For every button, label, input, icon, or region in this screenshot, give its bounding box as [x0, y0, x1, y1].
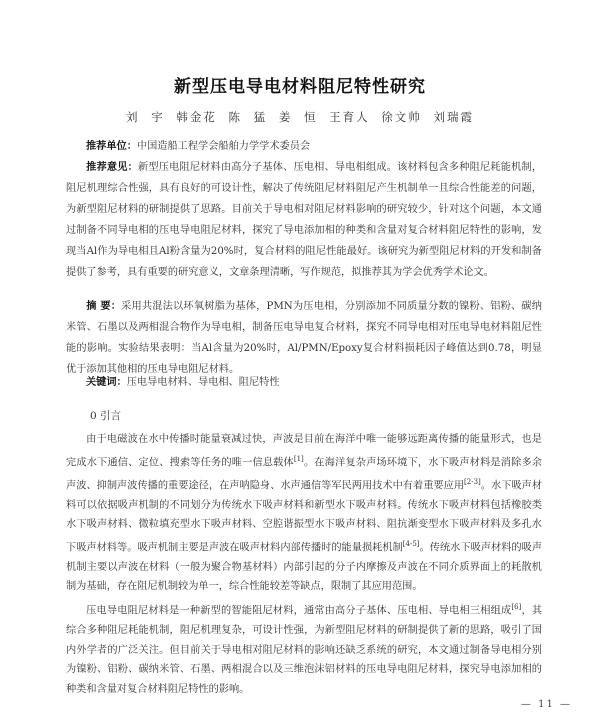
- citation-ref: [6]: [511, 603, 522, 611]
- citation-ref: [2-3]: [464, 477, 481, 486]
- recommend-opinion-text: 新型压电阻尼材料由高分子基体、压电相、导电相组成。该材料包含多种阻尼耗能机制，阻尼机理综合性强，具有良好的可设计性，解决了传统阻尼材料阻尼产生机制单一且综合性能差的问题，为新型阻尼材料的研制提供了思路。目前关于导电相对阻尼材料影响的研究较少，针对这个问题，本文通过制备不同导电相的压电导电阻尼材料，探究了导电添加相的种类和含量对复合材料阻尼特性的影响，发现当Al作为导电相且Al粉含量为20%时，复合材料的阻尼性能最好。该研究为新型阻尼材料的开发和制备提供了参考，具有重要的研究意义，文章条理清晰，写作规范，拟推荐其为学会优秀学术论文。: [66, 162, 543, 278]
- para2-text-a: 压电导电阻尼材料是一种新型的智能阻尼材料，通常由高分子基体、压电相、导电相三相组成: [86, 605, 512, 617]
- para1-text-b: 。在海洋复杂声场环境下，水下吸声材料是消除多余声波、抑制声波传播的重要途径，在声呐隐身、水声通信等军民两用技术中有着重要应用: [66, 456, 542, 491]
- section-heading-intro: 0 引言: [90, 410, 122, 422]
- keywords-text: 压电导电材料、导电相、阻尼特性: [126, 377, 280, 388]
- para1-text-d: 。传统水下吸声材料的吸声机制主要以声波在材料（一般为聚合物基材料）内部引起的分子内摩擦及声波在不同介质界面上的耗散机制为基础，存在阻尼机制较为单一，综合性能较差等缺点，限制了其应用范围。: [66, 542, 543, 593]
- citation-ref: [1]: [293, 454, 304, 463]
- author-list: 刘 宇 韩金花 陈 猛 姜 恒 王育人 徐文帅 刘瑞霞: [126, 110, 474, 124]
- paper-title: 新型压电导电材料阻尼特性研究: [174, 77, 426, 97]
- page-number: — 11 —: [520, 699, 572, 710]
- abstract-text: 采用共混法以环氧树脂为基体，PMN为压电相，分别添加不同质量分数的镍粉、铝粉、碳纳米管、石墨以及两相混合物作为导电相，制备压电导电复合材料，探究不同导电相对压电导电材料阻尼性能的影响。实验结果表明：当Al含量为20%时，Al/PMN/Epoxy复合材料损耗因子峰值达到0.78，明显优于添加其他相的压电导电阻尼材料。: [66, 301, 542, 375]
- recommend-unit-text: 中国造船工程学会船舶力学学术委员会: [136, 141, 311, 152]
- abstract-label: 摘 要：: [86, 300, 122, 312]
- para1-text-a: 由于电磁波在水中传播时能量衰减过快，声波是目前在海洋中唯一能够远距离传播的能量形式，也是完成水下通信、定位、搜索等任务的唯一信息载体: [66, 434, 542, 468]
- para2-text-b: ，其综合多种阻尼耗能机制，阻尼机理复杂，可设计性强，为新型阻尼材料的研制提供了新的思路，吸引了国内外学者的广泛关注。但目前关于导电相对阻尼材料的影响还缺乏系统的研究，本文通过制备导电相分别为镍粉、铝粉、碳纳米管、石墨、两相混合以及三维泡沫铝材料的压电导电阻尼材料，探究导电添加相的种类和含量对复合材料阻尼特性的影响。: [66, 605, 543, 695]
- intro-paragraph-2: [66, 598, 542, 699]
- intro-paragraph-1: [66, 430, 542, 597]
- citation-ref: [4-5]: [402, 539, 420, 548]
- para1-text-c: 。水下吸声材料可以依据吸声机制的不同划分为传统水下吸声材料和新型水下吸声材料。传统水下吸声材料包括橡胶类水下吸声材料、微粒填充型水下吸声材料、空腔谐振型水下吸声材料、阻抗渐变型水下吸声材料及多孔水下吸声材料等。吸声机制主要是声波在吸声材料内部传播时的能量损耗机制: [66, 479, 543, 554]
- recommend-unit-label: 推荐单位：: [86, 140, 137, 152]
- recommend-opinion-label: 推荐意见：: [86, 161, 138, 173]
- keywords: [66, 372, 542, 393]
- recommend-opinion: [66, 157, 542, 283]
- keywords-label: 关键词：: [86, 376, 127, 388]
- recommend-unit: [66, 136, 542, 157]
- abstract: [66, 296, 542, 380]
